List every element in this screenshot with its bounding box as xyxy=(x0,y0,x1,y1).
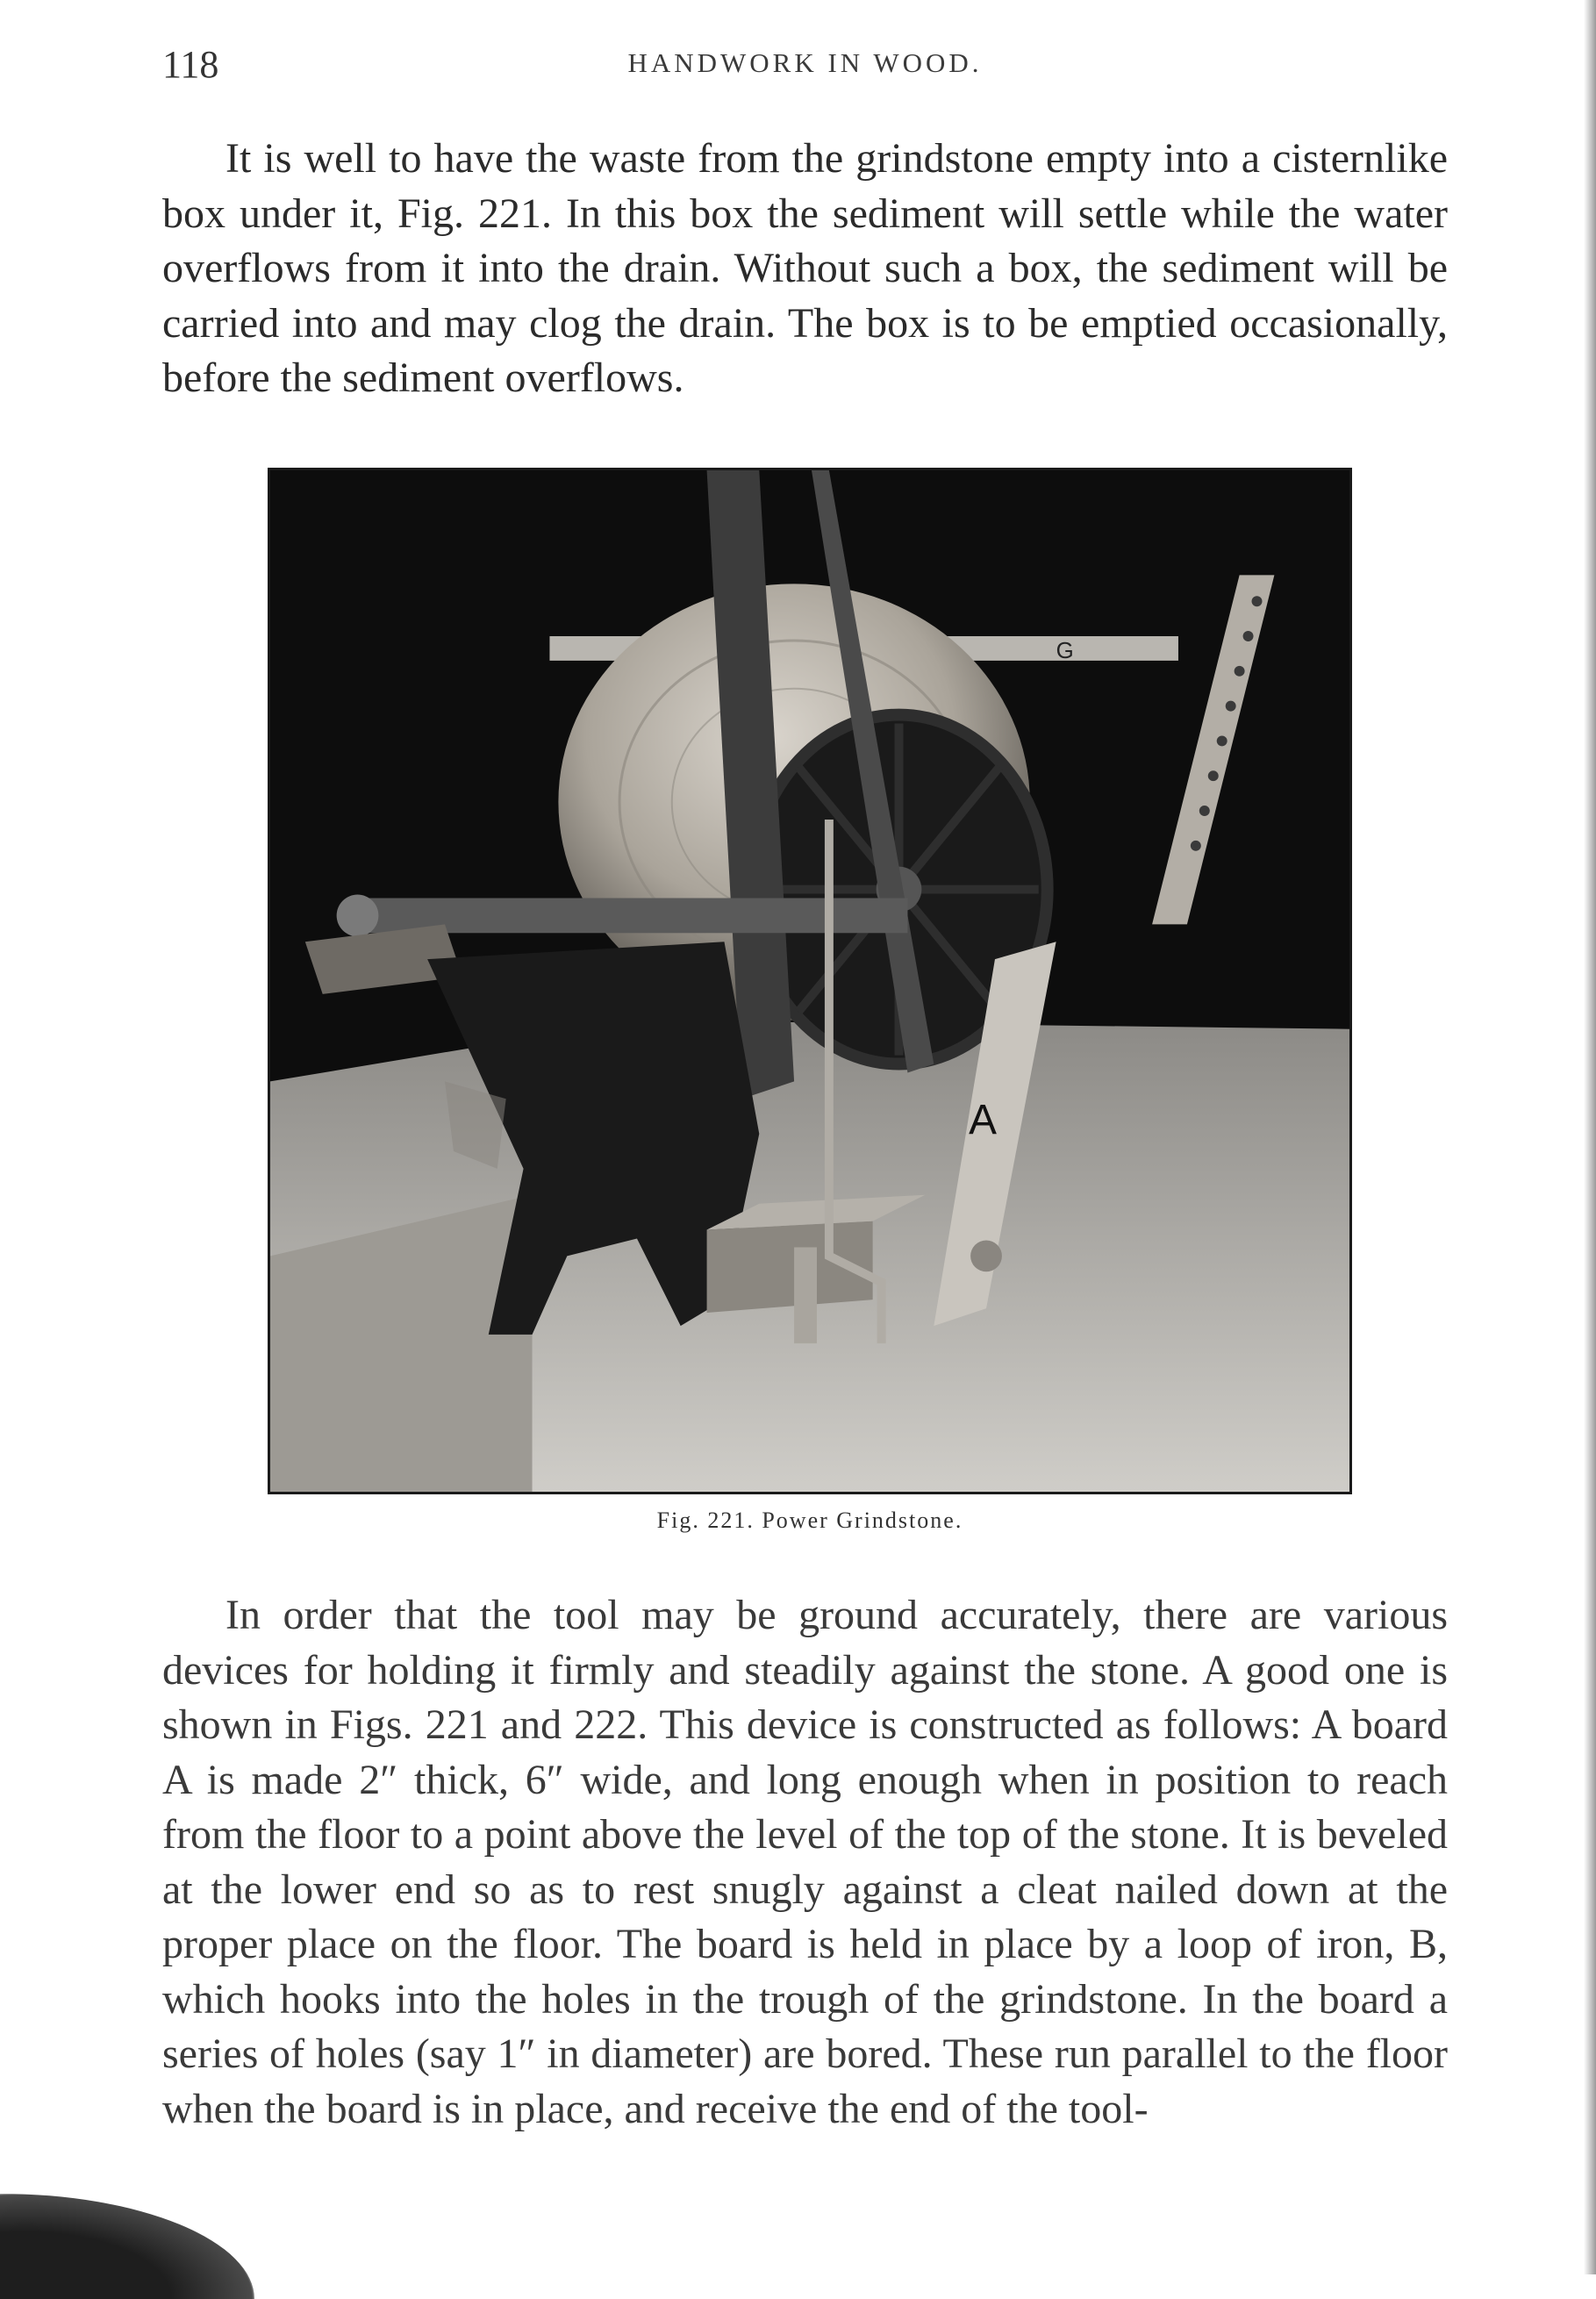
scan-thumb-shadow xyxy=(0,2194,254,2299)
figure-label-g: G xyxy=(1056,638,1074,663)
page-edge-shadow xyxy=(1584,0,1596,2274)
paragraph-2: In order that the tool may be ground accurately, there are various devices for holding it firmly and steadily against the stone. A good one is shown in Figs. 221 and 222. This device is constructed as follows: A board A is made 2″ thick, 6″ wide, and long enough when in position to reach from the floor to a point above the level of the top of the stone. It is beveled at the lower end so as to rest snugly against a cleat nailed down at the proper place on the floor. The board is held in place by a loop of iron, B, which hooks into the holes in the trough of the grindstone. In the board a series of holes (say 1″ in diameter) are bored. These run parallel to the floor when the board is in place, and receive the end of the tool- xyxy=(162,1592,1448,2132)
page-number: 118 xyxy=(162,43,219,86)
figure-label-a: A xyxy=(969,1097,997,1144)
grindstone-illustration xyxy=(270,470,1349,1492)
grindstone-photo xyxy=(268,468,1352,1494)
figure-caption: Fig. 221. Power Grindstone. xyxy=(656,1508,963,1533)
page-header xyxy=(162,42,1448,95)
running-head: HANDWORK IN WOOD. xyxy=(627,47,983,78)
paragraph-1: It is well to have the waste from the grindstone empty into a cisternlike box under it, Fig. 221. In this box the sediment will settle while the water overflows from it into the drain. Without such a box, the sediment will be carried into and may clog the drain. The box is to be emptied occasionally, before the sediment overflows. xyxy=(162,135,1448,401)
